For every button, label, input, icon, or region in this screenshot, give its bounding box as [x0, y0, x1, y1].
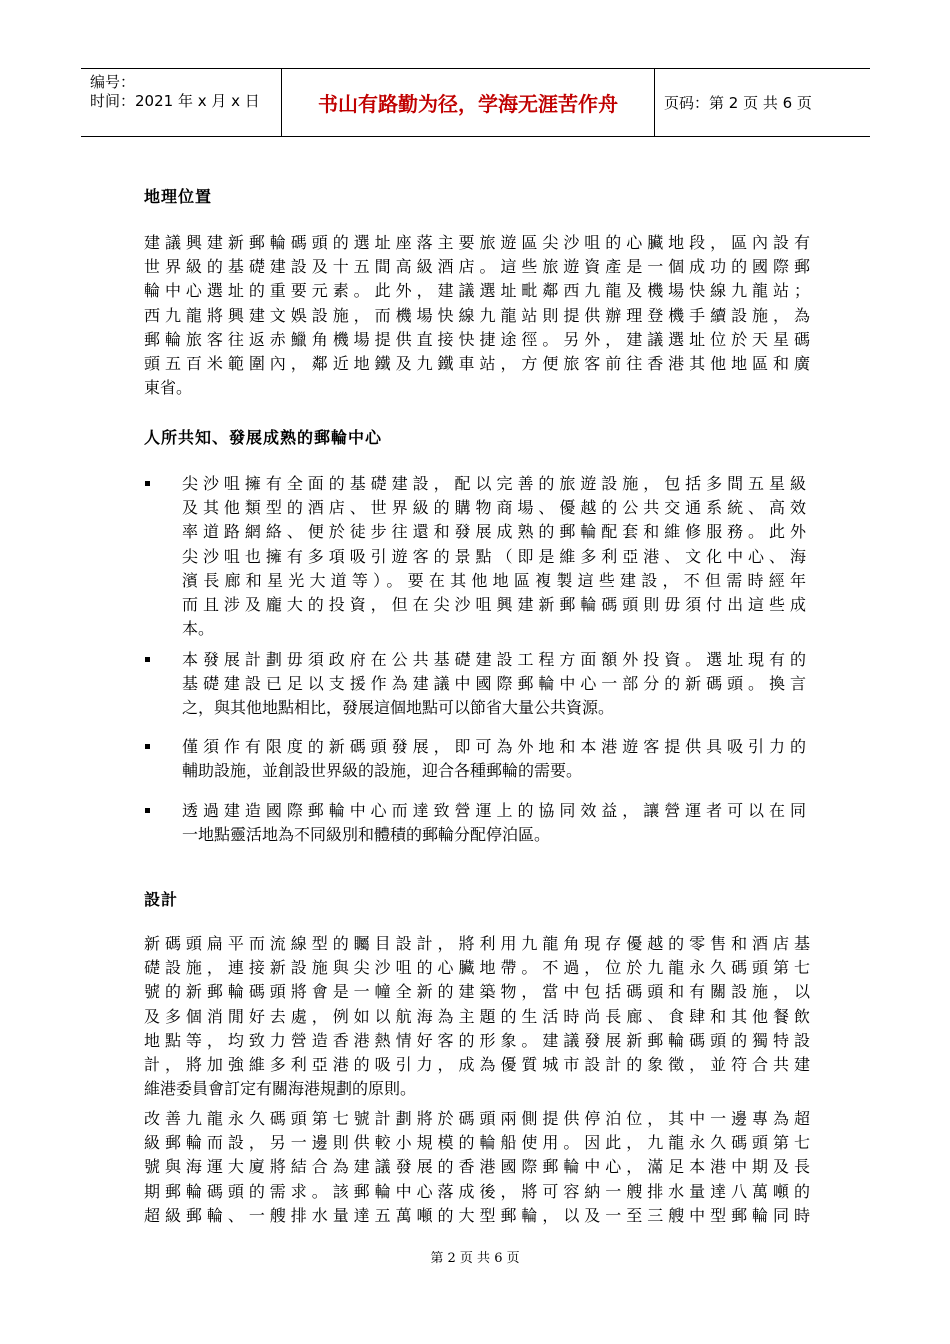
paragraph-line: 西九龍將興建文娛設施，而機場快線九龍站則提供辦理登機手續設施，為 — [144, 305, 810, 325]
page-footer: 第 2 页 共 6 页 — [430, 1251, 520, 1266]
bullet-item — [182, 472, 806, 641]
paragraph-line: 建議興建新郵輪碼頭的選址座落主要旅遊區尖沙咀的心臟地段，區內設有 — [144, 233, 810, 252]
section-heading-cruise-centre: 人所共知、發展成熟的郵輪中心 — [144, 428, 383, 447]
paragraph-line: 郵輪旅客往返赤鱲角機場提供直接快捷途徑。另外，建議選址位於天星碼 — [144, 329, 810, 349]
paragraph-line: 號的新郵輪碼頭將會是一幢全新的建築物，當中包括碼頭和有關設施，以 — [144, 982, 810, 1002]
paragraph-line: 頭五百米範圍內，鄰近地鐵及九鐵車站，方便旅客前往香港其他地區和廣 — [144, 353, 810, 373]
header-motto: 书山有路勤为径，学海无涯苦作舟 — [318, 92, 618, 116]
bullet-line: 濱長廊和星光大道等）。要在其他地區複製這些建設，不但需時經年 — [182, 570, 806, 590]
paragraph-line: 號與海運大廈將結合為建議發展的香港國際郵輪中心，滿足本港中期及長 — [144, 1157, 810, 1177]
bullet-marker — [145, 808, 150, 813]
header-meta-cell — [81, 69, 282, 136]
header-page-info: 页码：第 2 页 共 6 页 — [664, 94, 812, 112]
paragraph-line: 級郵輪而設，另一邊則供較小規模的輪船使用。因此，九龍永久碼頭第七 — [144, 1133, 810, 1153]
bullet-marker — [145, 481, 150, 486]
paragraph-line: 計，將加強維多利亞港的吸引力，成為優質城市設計的象徵，並符合共建 — [144, 1054, 810, 1074]
paragraph-line: 及多個消閒好去處，例如以航海為主題的生活時尚長廊、食肆和其他餐飲 — [144, 1006, 810, 1026]
bullet-line: 之，與其他地點相比，發展這個地點可以節省大量公共資源。 — [182, 698, 615, 718]
document-number-label: 编号： — [90, 73, 136, 91]
paragraph-line: 改善九龍永久碼頭第七號計劃將於碼頭兩側提供停泊位，其中一邊專為超 — [144, 1109, 810, 1128]
paragraph-line: 東省。 — [144, 378, 193, 398]
paragraph-line: 世界級的基礎建設及十五間高級酒店。這些旅遊資產是一個成功的國際郵 — [144, 257, 810, 277]
bullet-line: 本。 — [182, 619, 215, 639]
bullet-item — [182, 735, 806, 783]
paragraph-line: 輪中心選址的重要元素。此外，建議選址毗鄰西九龍及機場快線九龍站； — [144, 281, 810, 301]
bullet-line: 透過建造國際郵輪中心而達致營運上的協同效益，讓營運者可以在同 — [182, 801, 806, 820]
section-heading-design: 設計 — [144, 890, 179, 909]
pier-paragraph — [144, 1107, 810, 1228]
paragraph-line: 期郵輪碼頭的需求。該郵輪中心落成後，將可容納一艘排水量達八萬噸的 — [144, 1181, 810, 1201]
header-page-cell — [655, 69, 870, 136]
paragraph-line: 維港委員會訂定有關海港規劃的原則。 — [144, 1079, 417, 1099]
bullet-line: 率道路網絡、便於徒步往還和發展成熟的郵輪配套和維修服務。此外 — [182, 522, 806, 542]
bullet-line: 及其他類型的酒店、世界級的購物商場、優越的公共交通系統、高效 — [182, 498, 806, 518]
paragraph-line: 新碼頭扁平而流線型的矚目設計，將利用九龍角現存優越的零售和酒店基 — [144, 934, 810, 953]
bullet-item — [182, 648, 806, 721]
bullet-line: 基礎建設已足以支援作為建議中國際郵輪中心一部分的新碼頭。換言 — [182, 674, 806, 694]
paragraph-line: 超級郵輪、一艘排水量達五萬噸的大型郵輪，以及一至三艘中型郵輪同時 — [144, 1205, 810, 1225]
bullet-line: 本發展計劃毋須政府在公共基礎建設工程方面額外投資。選址現有的 — [182, 650, 806, 669]
section-heading-location: 地理位置 — [144, 187, 213, 206]
bullet-line: 尖沙咀擁有全面的基礎建設，配以完善的旅遊設施，包括多間五星級 — [182, 474, 806, 493]
location-paragraph — [144, 231, 810, 400]
bullet-line: 而且涉及龐大的投資，但在尖沙咀興建新郵輪碼頭則毋須付出這些成 — [182, 594, 806, 614]
bullet-item — [182, 799, 806, 847]
header-motto-cell — [282, 69, 655, 136]
paragraph-line: 地點等，均致力營造香港熱情好客的形象。建議發展新郵輪碼頭的獨特設 — [144, 1030, 810, 1050]
bullet-marker — [145, 657, 150, 662]
paragraph-line: 礎設施，連接新設施與尖沙咀的心臟地帶。不過，位於九龍永久碼頭第七 — [144, 958, 810, 978]
page-header — [81, 68, 870, 137]
bullet-line: 輔助設施，並創設世界級的設施，迎合各種郵輪的需要。 — [182, 761, 583, 781]
bullet-line: 尖沙咀也擁有多項吸引遊客的景點（即是維多利亞港、文化中心、海 — [182, 546, 806, 566]
design-paragraph — [144, 932, 810, 1101]
bullet-marker — [145, 744, 150, 749]
document-date-label: 时间：2021 年 x 月 x 日 — [90, 92, 260, 110]
bullet-line: 一地點靈活地為不同級別和體積的郵輪分配停泊區。 — [182, 825, 551, 845]
bullet-line: 僅須作有限度的新碼頭發展，即可為外地和本港遊客提供具吸引力的 — [182, 737, 806, 756]
